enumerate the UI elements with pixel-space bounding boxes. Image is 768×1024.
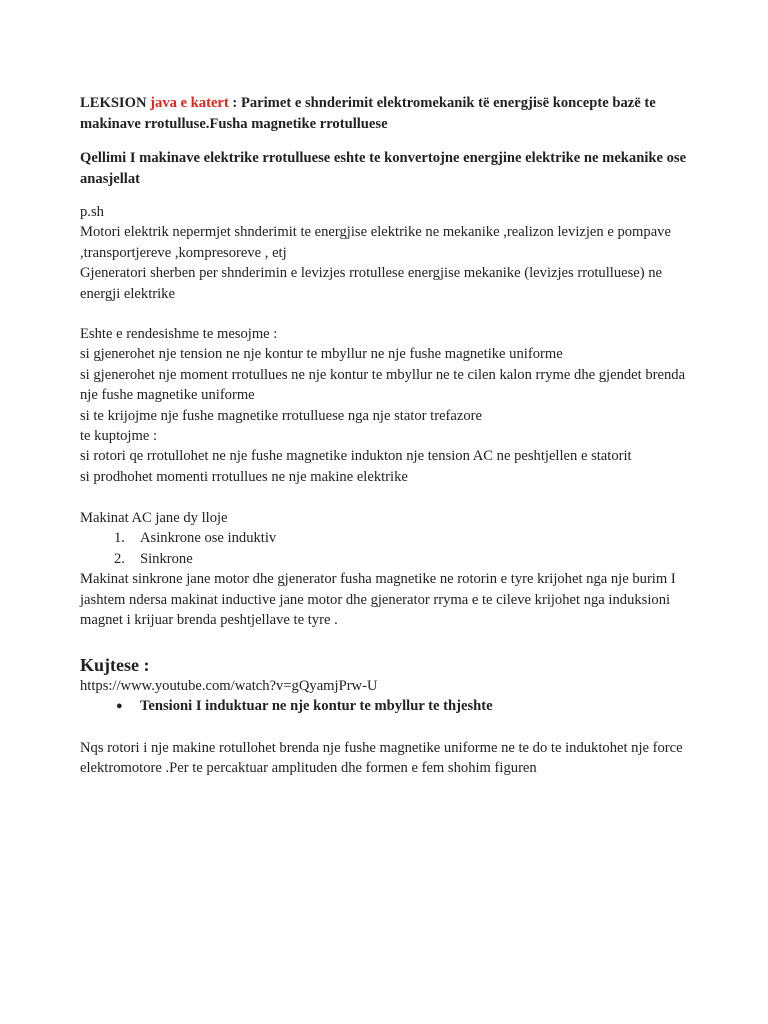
bullet-label: Tensioni I induktuar ne nje kontur te mbyllur te thjeshte [140, 698, 493, 715]
list-item [80, 528, 700, 548]
motor-paragraph: Motori elektrik nepermjet shnderimit te energjise elektrike ne mekanike ,realizon levizjen e pompave ,transportjereve ,kompresoreve , etj [80, 224, 671, 261]
lesson-title-prefix: LEKSION [80, 95, 151, 111]
machines-description: Makinat sinkrone jane motor dhe gjenerator fusha magnetike ne rotorin e tyre krijohet nga nje burim I jashtem ndersa makinat inductive jane motor dhe gjenerator rryma e te cileve krijohet nga induksioni magnet i krijuar brenda peshtjellave te tyre . [80, 571, 676, 629]
important-line: si gjenerohet nje moment rrotullues ne nje kontur te mbyllur ne te cilen kalon rryme dhe gjendet brenda nje fushe magnetike uniforme [80, 366, 686, 404]
important-section [80, 324, 700, 487]
reminder-bullet-list [80, 696, 700, 716]
generator-paragraph: Gjeneratori sherben per shnderimin e levizjes rrotullese energjise mekanike (levizjes rrotulluese) ne energji elektrike [80, 265, 663, 302]
machine-types-list [80, 528, 700, 569]
important-intro: Eshte e rendesishme te mesojme : [80, 326, 278, 342]
reminder-heading: Kujtese : [80, 655, 150, 675]
goal-paragraph: Qellimi I makinave elektrike rrotulluese eshte te konvertojne energjine elektrike ne mekanike ose anasjellat [80, 150, 687, 187]
important-line: te kuptojme : [80, 428, 158, 445]
list-number: 2. [114, 550, 125, 567]
example-section [80, 202, 700, 304]
bullet-dot-icon: ● [116, 700, 123, 713]
list-item-label: Asinkrone ose induktiv [140, 530, 277, 547]
list-item [80, 549, 700, 569]
machines-intro: Makinat AC jane dy lloje [80, 510, 228, 526]
youtube-link[interactable]: https://www.youtube.com/watch?v=gQyamjPrw-U [80, 678, 378, 694]
important-line: si rotori qe rrotullohet ne nje fushe magnetike indukton nje tension AC ne peshtjellen e statorit [80, 448, 632, 465]
reminder-section [80, 676, 700, 717]
machines-section [80, 508, 700, 630]
important-line: si te krijojme nje fushe magnetike rrotulluese nga nje stator trefazore [80, 407, 482, 424]
list-item-label: Sinkrone [140, 550, 193, 567]
important-line: si prodhohet momenti rrotullues ne nje makine elektrike [80, 468, 408, 485]
lesson-title-rest: : Parimet e shnderimit elektromekanik të energjisë koncepte bazë te makinave rrotulluse.Fusha magnetike rrotulluese [80, 95, 656, 132]
important-line: si gjenerohet nje tension ne nje kontur te mbyllur ne nje fushe magnetike uniforme [80, 346, 563, 363]
induction-paragraph: Nqs rotori i nje makine rotullohet brenda nje fushe magnetike uniforme ne te do te induktohet nje force elektromotore .Per te percaktuar amplituden dhe formen e fem shohim figuren [80, 740, 683, 777]
list-item [80, 696, 700, 716]
lesson-week-highlight: java e katert [150, 95, 229, 111]
list-number: 1. [114, 530, 125, 547]
example-label: p.sh [80, 204, 104, 220]
lesson-title [80, 93, 700, 135]
